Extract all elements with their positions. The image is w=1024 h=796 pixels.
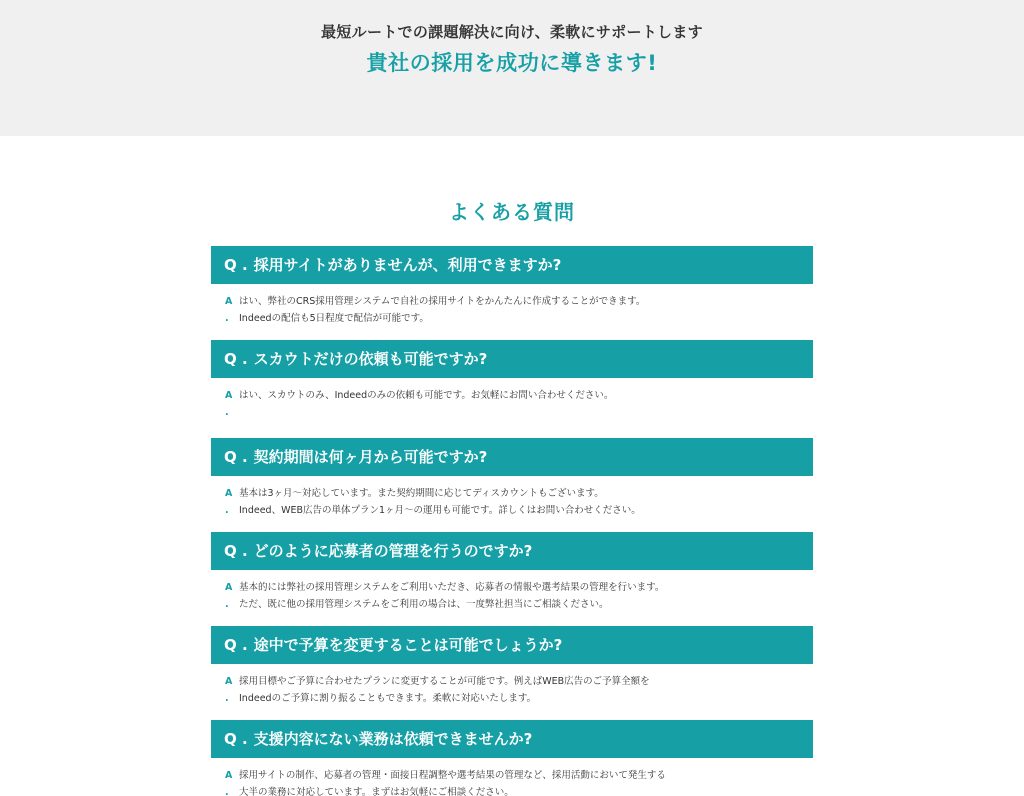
faq-item — [211, 438, 813, 519]
question-text: 契約期間は何ヶ月から可能ですか? — [253, 448, 488, 466]
answer-line: 大半の業務に対応しています。まずはお気軽にご相談ください。 — [239, 786, 514, 796]
hero-subtitle: 最短ルートでの課題解決に向け、柔軟にサポートします — [321, 23, 703, 41]
faq-item — [211, 246, 813, 327]
answer-line: 基本的には弊社の採用管理システムをご利用いただき、応募者の情報や選考結果の管理を行います。 — [239, 582, 665, 593]
question-text: どのように応募者の管理を行うのですか? — [253, 542, 533, 560]
answer-mark: A . — [225, 770, 233, 796]
question-text: 採用サイトがありませんが、利用できますか? — [253, 256, 562, 274]
question-mark: Q . — [224, 636, 248, 654]
answer-line: はい、弊社のCRS採用管理システムで自社の採用サイトをかんたんに作成することができます。 — [239, 296, 646, 307]
question-mark: Q . — [224, 448, 248, 466]
answer-mark: A . — [225, 676, 233, 704]
answer-line: 採用サイトの制作、応募者の管理・面接日程調整や選考結果の管理など、採用活動において発生する — [239, 770, 666, 781]
faq-question — [211, 532, 813, 570]
answer-mark: A . — [225, 296, 233, 324]
faq-answer — [211, 378, 813, 421]
faq-heading: よくある質問 — [449, 200, 575, 224]
faq-answer — [211, 664, 813, 707]
answer-line: 採用目標やご予算に合わせたプランに変更することが可能です。例えばWEB広告のご予算全額を — [239, 676, 650, 687]
question-text: 途中で予算を変更することは可能でしょうか? — [253, 636, 563, 654]
answer-line: はい、スカウトのみ、Indeedのみの依頼も可能です。お気軽にお問い合わせください。 — [239, 390, 614, 401]
faq-question — [211, 720, 813, 758]
faq-question — [211, 246, 813, 284]
faq-question — [211, 438, 813, 476]
faq-answer — [211, 758, 813, 796]
faq-answer — [211, 476, 813, 519]
faq-item — [211, 626, 813, 707]
answer-line: ただ、既に他の採用管理システムをご利用の場合は、一度弊社担当にご相談ください。 — [239, 598, 609, 610]
faq-answer — [211, 284, 813, 327]
faq-item — [211, 532, 813, 613]
question-text: スカウトだけの依頼も可能ですか? — [253, 350, 488, 368]
answer-line: Indeedの配信も5日程度で配信が可能です。 — [239, 312, 429, 324]
answer-line: Indeedのご予算に割り振ることもできます。柔軟に対応いたします。 — [239, 692, 537, 704]
faq-item — [211, 720, 813, 796]
question-text: 支援内容にない業務は依頼できませんか? — [253, 730, 533, 748]
faq-list — [211, 246, 813, 796]
answer-line: 基本は3ヶ月〜対応しています。また契約期間に応じてディスカウントもございます。 — [239, 488, 604, 499]
hero-title: 貴社の採用を成功に導きます! — [366, 51, 658, 75]
answer-mark: A . — [225, 582, 233, 610]
faq-answer — [211, 570, 813, 613]
answer-mark: A . — [225, 390, 233, 418]
faq-question — [211, 626, 813, 664]
question-mark: Q . — [224, 350, 248, 368]
answer-line: Indeed、WEB広告の単体プラン1ヶ月〜の運用も可能です。詳しくはお問い合わせください。 — [239, 504, 641, 516]
question-mark: Q . — [224, 542, 248, 560]
faq-section — [0, 136, 1024, 796]
faq-item — [211, 340, 813, 421]
hero-banner — [0, 0, 1024, 136]
question-mark: Q . — [224, 256, 248, 274]
question-mark: Q . — [224, 730, 248, 748]
answer-mark: A . — [225, 488, 233, 516]
faq-question — [211, 340, 813, 378]
